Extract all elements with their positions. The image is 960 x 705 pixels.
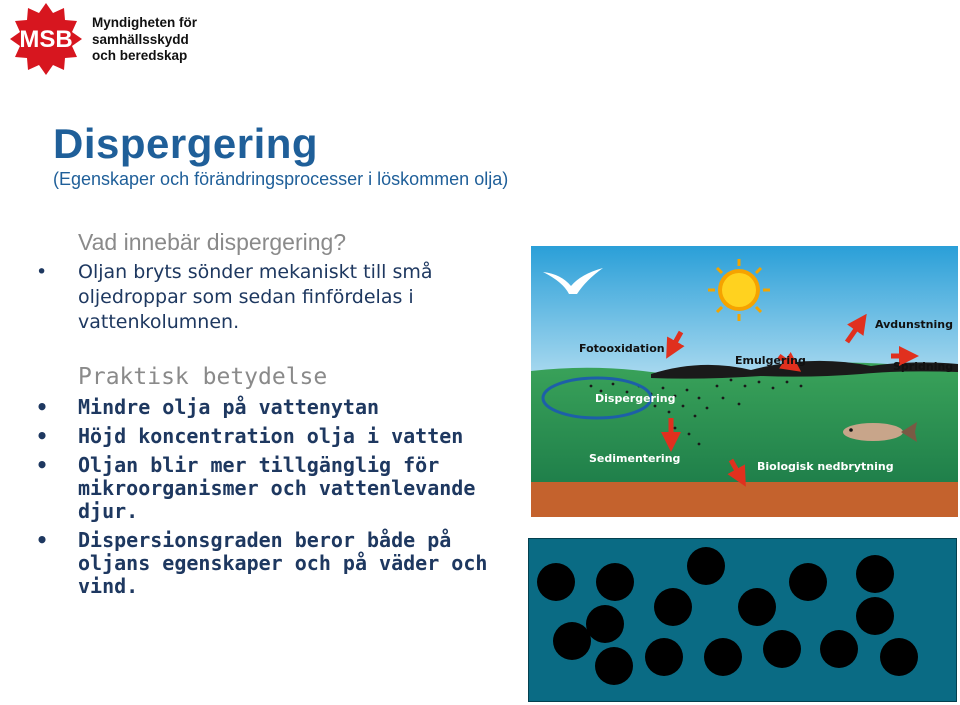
label-spridning: Spridning <box>893 360 954 373</box>
bullet-text: Dispersionsgraden beror både på oljans egenskaper och på väder och vind. <box>78 528 488 598</box>
oil-droplet <box>763 630 801 668</box>
oil-droplet <box>687 547 725 585</box>
bullet-icon: • <box>36 528 49 552</box>
section2-heading: Praktisk betydelse <box>78 364 328 390</box>
oil-droplet <box>704 638 742 676</box>
bullet-text: Mindre olja på vattenytan <box>78 395 380 419</box>
oil-droplet <box>789 563 827 601</box>
oil-droplet <box>645 638 683 676</box>
oil-droplet <box>738 588 776 626</box>
oil-droplet <box>880 638 918 676</box>
list-item <box>36 260 516 335</box>
logo-wordmark <box>92 15 197 65</box>
label-fotooxidation: Fotooxidation <box>579 342 665 355</box>
bullet-text: Oljan bryts sönder mekaniskt till små oljedroppar som sedan finfördelas i vattenkolumnen. <box>78 261 433 333</box>
label-emulgering: Emulgering <box>735 354 806 367</box>
bullet-icon: • <box>36 424 49 448</box>
water <box>531 362 958 484</box>
oil-droplet <box>595 647 633 685</box>
oil-droplet <box>537 563 575 601</box>
oil-droplet <box>856 597 894 635</box>
list-item <box>36 425 526 448</box>
oil-droplet <box>856 555 894 593</box>
label-avdunstning: Avdunstning <box>875 318 953 331</box>
logo-initials: MSB <box>19 26 73 53</box>
list-item <box>36 454 526 523</box>
list-item <box>36 529 526 598</box>
oil-droplet <box>596 563 634 601</box>
section2-list <box>36 396 526 604</box>
slide-title: Dispergering <box>53 120 319 167</box>
droplets-svg <box>529 539 958 703</box>
bullet-icon: • <box>36 261 48 283</box>
logo-line-1: Myndigheten för <box>92 15 197 30</box>
label-dispergering: Dispergering <box>595 392 676 405</box>
list-item <box>36 396 526 419</box>
slide-subtitle: (Egenskaper och förändringsprocesser i löskommen olja) <box>53 169 509 189</box>
bullet-text: Oljan blir mer tillgänglig för mikroorganismer och vattenlevande djur. <box>78 453 476 523</box>
bullet-icon: • <box>36 395 49 419</box>
logo-line-3: och beredskap <box>92 48 188 63</box>
oil-droplet <box>654 588 692 626</box>
bullet-text: Höjd koncentration olja i vatten <box>78 424 464 448</box>
section1-heading: Vad innebär dispergering? <box>78 229 347 255</box>
label-sedimentering: Sedimentering <box>589 452 681 465</box>
oil-droplet <box>820 630 858 668</box>
logo-line-2: samhällsskydd <box>92 31 189 47</box>
bullet-icon: • <box>36 453 49 477</box>
oil-droplets-panel <box>528 538 957 702</box>
seabed <box>531 482 958 517</box>
section1-list <box>36 260 516 335</box>
oil-droplet <box>586 605 624 643</box>
oil-weathering-diagram <box>531 246 958 517</box>
oil-droplet <box>553 622 591 660</box>
label-biologisk-nedbrytning: Biologisk nedbrytning <box>757 460 894 473</box>
